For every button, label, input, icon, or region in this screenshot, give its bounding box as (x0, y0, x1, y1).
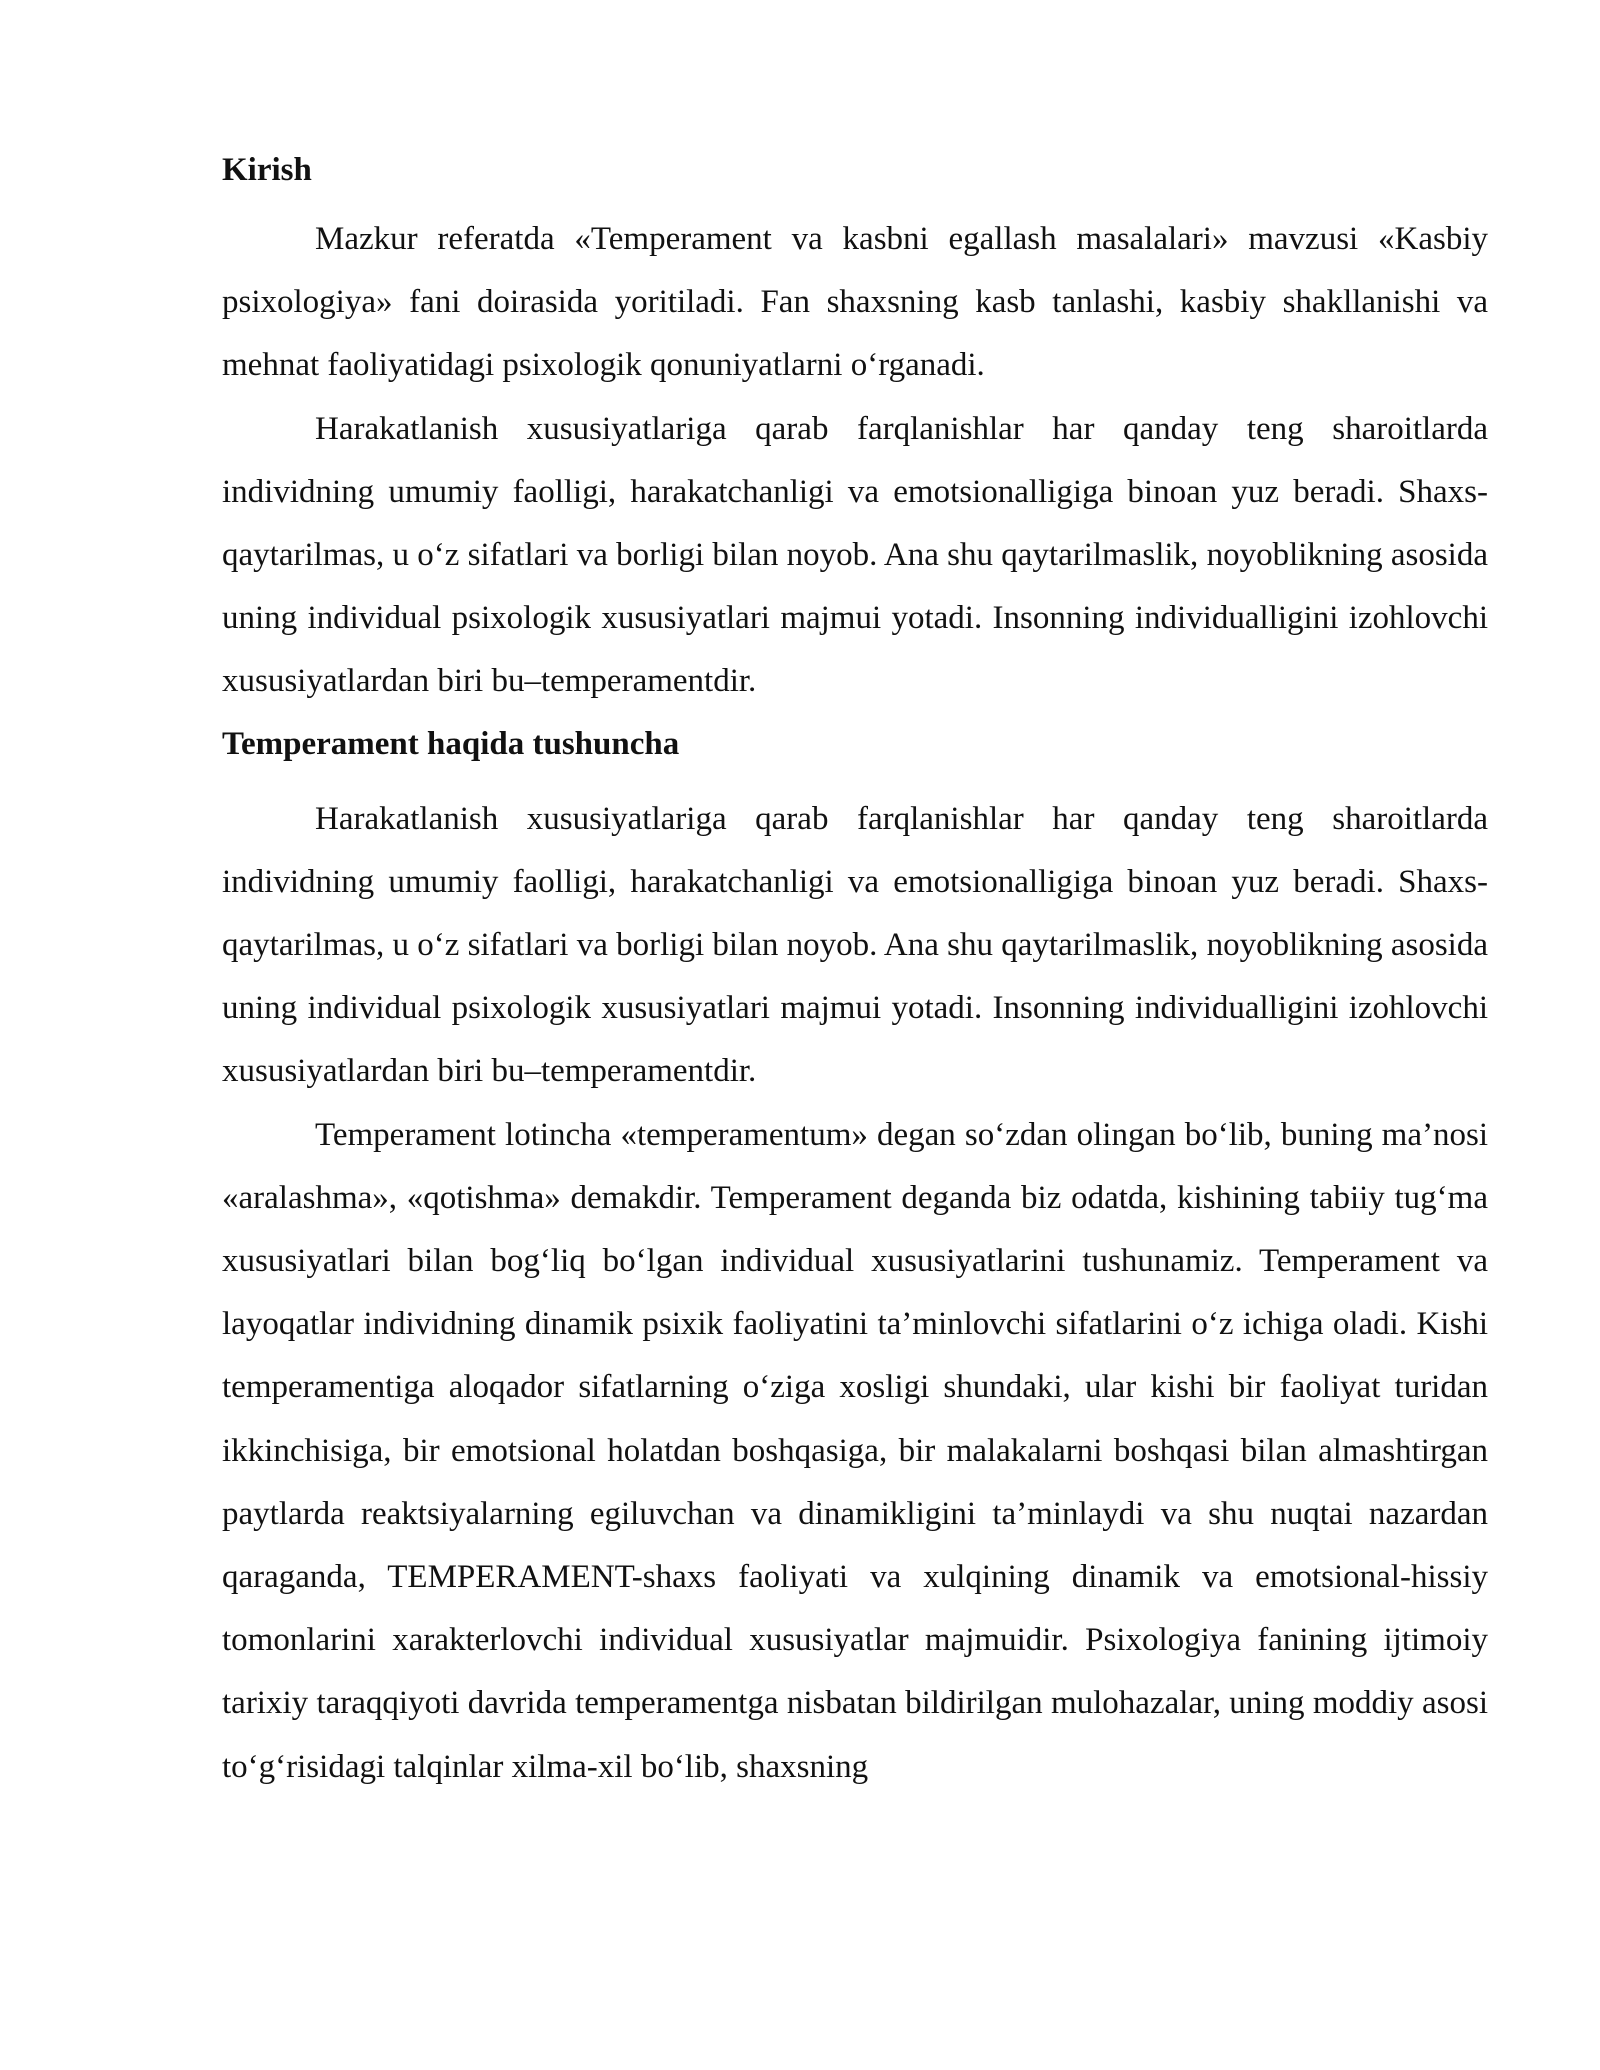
document-body (222, 140, 1488, 1799)
concept-paragraph-2: Temperament lotincha «temperamentum» degan so‘zdan olingan bo‘lib, buning ma’nosi «aralashma», «qotishma» demakdir. Temperament deganda biz odatda, kishining tabiiy tug‘ma xususiyatlari bilan bog‘liq bo‘lgan individual xususiyatlarini tushunamiz. Temperament va layoqatlar individning dinamik psixik faoliyatini ta’minlovchi sifatlarini o‘z ichiga oladi. Kishi temperamentiga aloqador sifatlarning o‘ziga xosligi shundaki, ular kishi bir faoliyat turidan ikkinchisiga, bir emotsional holatdan boshqasiga, bir malakalarni boshqasi bilan almashtirgan paytlarda reaktsiyalarning egiluvchan va dinamikligini ta’minlaydi va shu nuqtai nazardan qaraganda, TEMPERAMENT-shaxs faoliyati va xulqining dinamik va emotsional-hissiy tomonlarini xarakterlovchi individual xususiyatlar majmuidir. Psixologiya fanining ijtimoiy tarixiy taraqqiyoti davrida temperamentga nisbatan bildirilgan mulohazalar, uning moddiy asosi to‘g‘risidagi talqinlar xilma-xil bo‘lib, shaxsning (222, 1116, 1488, 1785)
intro-paragraph-1: Mazkur referatda «Temperament va kasbni egallash masalalari» mavzusi «Kasbiy psixologiya» fani doirasida yoritiladi. Fan shaxsning kasb tanlashi, kasbiy shakllanishi va mehnat faoliyatidagi psixologik qonuniyatlarni o‘rganadi. (222, 221, 1488, 384)
concept-paragraph-1: Harakatlanish xususiyatlariga qarab farqlanishlar har qanday teng sharoitlarda individning umumiy faolligi, harakatchanligi va emotsionalligiga binoan yuz beradi. Shaxs-qaytarilmas, u o‘z sifatlari va borligi bilan noyob. Ana shu qaytarilmaslik, noyoblikning asosida uning individual psixologik xususiyatlari majmui yotadi. Insonning individualligini izohlovchi xususiyatlardan biri bu–temperamentdir. (222, 800, 1488, 1090)
heading-intro: Kirish (222, 152, 312, 188)
intro-paragraph-2: Harakatlanish xususiyatlariga qarab farqlanishlar har qanday teng sharoitlarda individning umumiy faolligi, harakatchanligi va emotsionalligiga binoan yuz beradi. Shaxs-qaytarilmas, u o‘z sifatlari va borligi bilan noyob. Ana shu qaytarilmaslik, noyoblikning asosida uning individual psixologik xususiyatlari majmui yotadi. Insonning individualligini izohlovchi xususiyatlardan biri bu–temperamentdir. (222, 410, 1488, 700)
heading-temperament-concept: Temperament haqida tushuncha (222, 725, 680, 762)
